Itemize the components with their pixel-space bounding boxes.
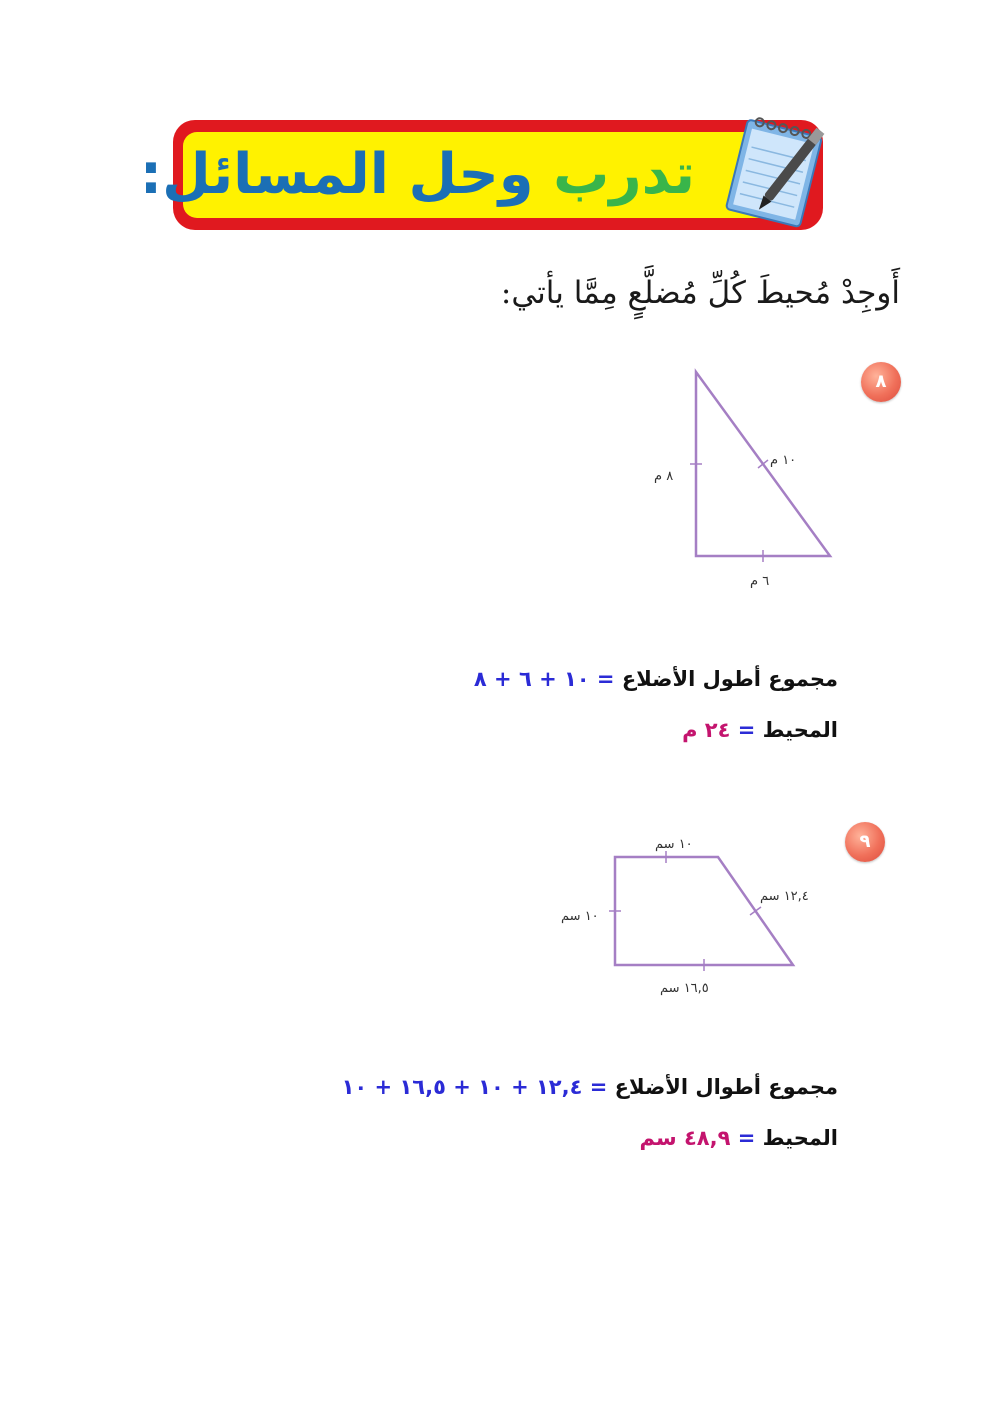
- problem-number-badge: ٩: [845, 822, 885, 862]
- triangle-figure: [640, 360, 860, 600]
- side-label-top: ١٠ سم: [655, 837, 693, 852]
- perimeter-label: المحيط: [762, 1126, 838, 1150]
- banner-title-solve: وحل المسائل:: [139, 142, 534, 207]
- banner-panel: [139, 132, 795, 218]
- problem-number-badge: ٨: [861, 362, 901, 402]
- tick-mark: [750, 907, 761, 915]
- side-label-hypotenuse: ١٠ م: [770, 453, 797, 468]
- trapezoid-shape: [615, 857, 793, 965]
- perimeter-value: ٤٨,٩ سم: [639, 1126, 731, 1150]
- side-label-left: ١٠ سم: [561, 909, 599, 924]
- perimeter-line-9: المحيط = ٤٨,٩ سم: [639, 1126, 838, 1150]
- perimeter-label: المحيط: [762, 718, 838, 742]
- banner-title: [139, 142, 695, 207]
- instruction-text: أَوجِدْ مُحيطَ كُلِّ مُضلَّعٍ مِمَّا يأتي:: [500, 275, 900, 311]
- perimeter-line-8: المحيط = ٢٤ م: [682, 718, 838, 742]
- side-label-base: ٦ م: [750, 574, 770, 589]
- side-label-slant: ١٢,٤ سم: [760, 889, 809, 904]
- banner-title-practice: تدرب: [553, 142, 695, 207]
- perimeter-value: ٢٤ م: [682, 718, 731, 742]
- trapezoid-figure: [555, 828, 835, 1003]
- notepad-pen-icon: [718, 114, 836, 232]
- side-label-height: ٨ م: [654, 469, 674, 484]
- sum-expression: ١٠ + ٦ + ٨: [473, 667, 590, 691]
- sum-label: مجموع أطوال الأضلاع: [614, 1075, 838, 1099]
- sum-expression: ١٢,٤ + ١٠ + ١٦,٥ + ١٠: [341, 1075, 583, 1099]
- section-banner: [139, 120, 828, 232]
- sum-label: مجموع أطول الأضلاع: [621, 667, 838, 691]
- side-label-bottom: ١٦,٥ سم: [660, 981, 709, 996]
- sum-line-8: مجموع أطول الأضلاع = ١٠ + ٦ + ٨: [473, 667, 838, 691]
- sum-line-9: مجموع أطوال الأضلاع = ١٢,٤ + ١٠ + ١٦,٥ + ١٠: [341, 1075, 838, 1099]
